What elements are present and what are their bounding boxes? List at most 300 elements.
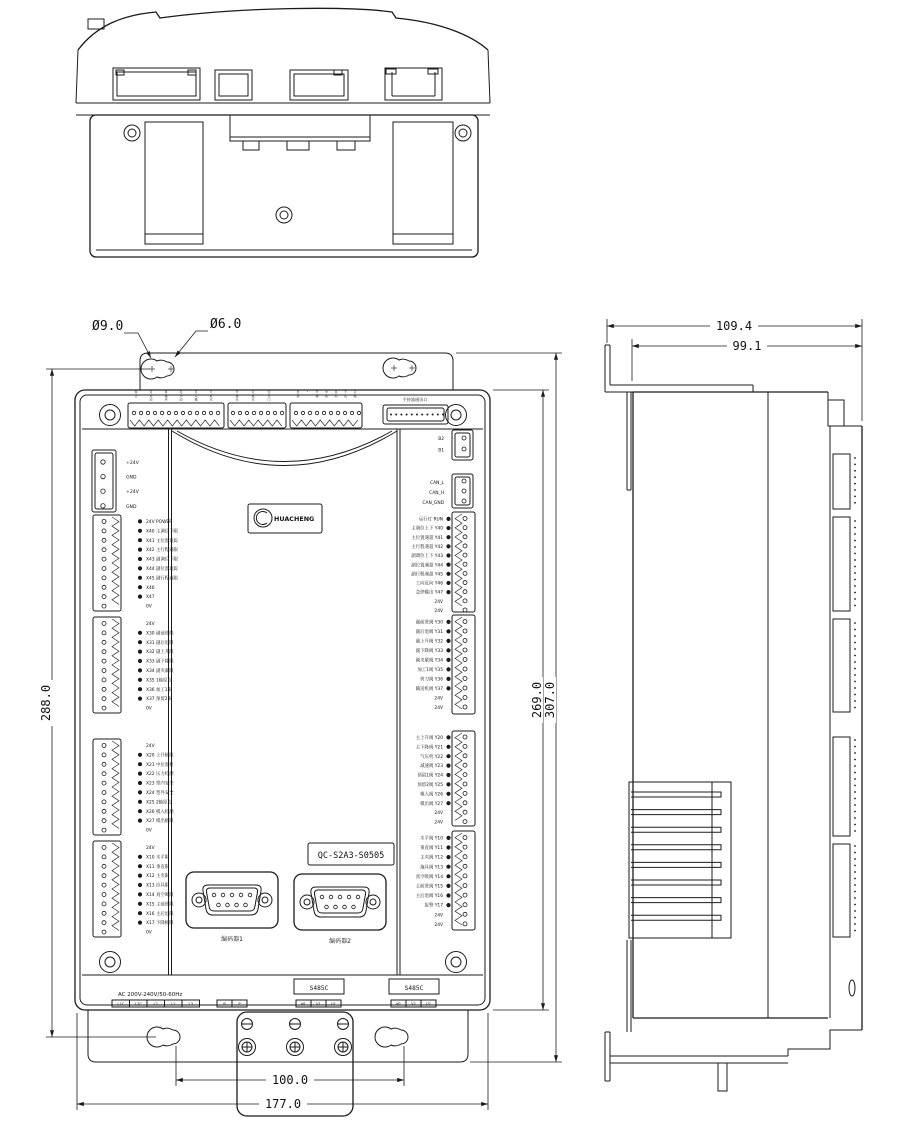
pin	[854, 674, 856, 676]
pin	[356, 895, 360, 899]
dim-177-part: 177.0	[264, 1097, 302, 1111]
fin-end	[712, 915, 721, 920]
pin	[854, 858, 856, 860]
right-io-group-3	[416, 734, 451, 826]
pin	[329, 895, 333, 899]
dim-269-part	[530, 677, 544, 723]
led-dot	[446, 884, 450, 888]
right-connector-can-part	[462, 479, 466, 503]
ac-rating-label: AC 200V-240V/50-60Hz	[118, 992, 183, 998]
pin	[400, 414, 402, 416]
led-dot	[138, 557, 142, 561]
pin	[463, 658, 467, 662]
io-label: X34 副夹紧限	[146, 669, 174, 674]
encoder1-connector-part	[186, 872, 278, 928]
right-connector-can	[452, 474, 473, 508]
pin	[102, 538, 106, 542]
led-dot	[138, 819, 142, 823]
mounting-plate-bottom-tab	[88, 1010, 468, 1062]
pin	[854, 681, 856, 683]
pin	[273, 411, 276, 414]
pin	[463, 581, 467, 585]
io-label: 24V POWER	[146, 520, 173, 525]
pin	[102, 595, 106, 599]
side-connector-column-part	[854, 845, 856, 931]
io-label: CAN_H	[429, 491, 444, 496]
top-view	[76, 8, 490, 257]
sawtooth-edge	[455, 514, 462, 606]
led-dot	[446, 535, 450, 539]
pin	[102, 874, 106, 878]
pin	[854, 891, 856, 893]
pin	[320, 895, 324, 899]
right-terminal-block-3-part	[463, 735, 467, 824]
rs485-box-1	[294, 979, 344, 994]
pin	[854, 605, 856, 607]
led-dot	[446, 745, 450, 749]
left-io-group-1	[138, 519, 179, 610]
pin	[854, 592, 856, 594]
io-label: 真空吸阀 Y14	[415, 874, 443, 880]
tiny-io-label: 停	[134, 390, 138, 394]
pin	[462, 489, 466, 493]
pin	[102, 781, 106, 785]
led-dot	[138, 874, 142, 878]
pin	[235, 903, 239, 907]
led-dot	[446, 801, 450, 805]
io-label: X17 下降极限	[146, 921, 174, 927]
io-label: 模入阀 Y26	[420, 792, 443, 798]
pin	[102, 659, 106, 663]
pin	[102, 902, 106, 906]
encoder1-connector	[186, 872, 278, 928]
pin	[209, 411, 212, 414]
led-dot	[138, 697, 142, 701]
pin	[239, 893, 243, 897]
led-dot	[138, 548, 142, 552]
pin	[854, 897, 856, 899]
pin	[854, 791, 856, 793]
pin	[102, 548, 106, 552]
dim-109	[607, 319, 862, 421]
dim-hole-small-part: Ø6.0	[210, 317, 242, 332]
pin	[338, 895, 342, 899]
encoder1-connector-part	[196, 897, 202, 903]
led-dot	[446, 845, 450, 849]
pin	[854, 572, 856, 574]
pin	[854, 585, 856, 587]
led-dot	[138, 595, 142, 599]
right-terminal-block-3-part	[455, 733, 462, 820]
pin	[102, 930, 106, 934]
tiny-io-label: 模	[235, 393, 239, 398]
led-dot	[446, 590, 450, 594]
encoder1-connector-part	[206, 888, 257, 911]
pin	[343, 411, 346, 414]
pin	[248, 893, 252, 897]
side-connector-column-part	[854, 739, 856, 832]
led-dot	[446, 553, 450, 557]
pin	[102, 687, 106, 691]
io-label: X25 2轴原点	[146, 800, 172, 806]
pin	[426, 414, 428, 416]
io-label: X47	[146, 595, 155, 601]
io-label: 主调位上下 Y40	[411, 526, 443, 532]
pin	[101, 460, 105, 464]
led-dot	[446, 620, 450, 624]
tiny-io-label: 完	[235, 397, 239, 402]
lid-left-tab	[88, 19, 104, 29]
pin	[463, 562, 467, 566]
io-label: 24V	[434, 913, 443, 919]
pin	[463, 608, 467, 612]
screw-hole	[455, 125, 471, 141]
left-terminal-block-4-part	[112, 843, 119, 930]
pin	[216, 411, 219, 414]
right-terminal-block-2-part	[455, 617, 462, 709]
pin	[463, 535, 467, 539]
pin	[102, 753, 106, 757]
io-label: X36 加工1限	[146, 687, 172, 693]
pin	[854, 579, 856, 581]
led-dot	[446, 893, 450, 897]
dim-109-part: 109.4	[715, 319, 753, 333]
pin	[411, 414, 413, 416]
pin	[854, 694, 856, 696]
pin	[463, 571, 467, 575]
cable-cover-arc	[172, 431, 397, 466]
led-dot	[138, 809, 142, 813]
ground-screw	[239, 1019, 256, 1056]
pin	[181, 411, 184, 414]
pin	[188, 411, 191, 414]
dim-hole-big-part: Ø9.0	[92, 319, 124, 334]
pin	[406, 414, 408, 416]
motor1-terminal-strip	[296, 1000, 341, 1007]
io-label: X37 预留2限	[146, 697, 172, 703]
led-dot	[446, 648, 450, 652]
pin	[463, 773, 467, 777]
right-io-group-4	[416, 835, 451, 928]
pin	[854, 878, 856, 880]
pin	[854, 765, 856, 767]
side-connector-column-part	[854, 457, 856, 504]
left-terminal-block-3	[93, 739, 121, 835]
side-connector-column-part	[833, 454, 850, 509]
pin	[102, 576, 106, 580]
side-connector-column	[833, 454, 856, 937]
sawtooth-edge	[112, 619, 119, 706]
pin	[854, 852, 856, 854]
io-label: 副上升阀 Y32	[415, 639, 443, 645]
pin	[395, 414, 397, 416]
io-label: 副调位上下 Y43	[411, 554, 443, 560]
pin	[153, 411, 156, 414]
led-dot	[446, 764, 450, 768]
pin	[463, 705, 467, 709]
led-dot	[446, 865, 450, 869]
led-dot	[138, 631, 142, 635]
fin-end	[712, 827, 721, 832]
io-label: 24V	[434, 922, 443, 928]
io-label: CAN_L	[430, 481, 444, 486]
led-dot	[138, 800, 142, 804]
side-connector-column-part	[854, 622, 856, 708]
pin	[463, 922, 467, 926]
sawtooth-edge	[292, 420, 358, 426]
model-text: QC-S2A3-S0505	[317, 851, 385, 861]
pin	[463, 648, 467, 652]
io-label: X35 1轴原点	[146, 678, 172, 684]
io-label: 模出阀 Y27	[420, 801, 443, 807]
pin	[854, 457, 856, 459]
dim-100-part: 100.0	[271, 1073, 309, 1087]
pin	[437, 414, 439, 416]
top-port-4-part	[385, 68, 442, 100]
right-terminal-block-4-part	[455, 833, 462, 925]
top-mounting-plate-part	[90, 115, 478, 257]
tiny-io-label: 良	[343, 393, 348, 398]
io-label: 主夹阀 Y12	[420, 855, 443, 861]
terminal-cell-label: L2C	[134, 1001, 142, 1006]
tiny-io-label: 动	[179, 397, 183, 402]
led-dot	[138, 911, 142, 915]
corner-screw-part	[446, 952, 467, 973]
pin	[854, 483, 856, 485]
handheld-port	[383, 405, 448, 424]
tiny-io-label: 自	[334, 390, 338, 394]
led-dot	[446, 773, 450, 777]
pin	[463, 836, 467, 840]
led-dot	[446, 563, 450, 567]
pin	[854, 910, 856, 912]
pin	[463, 667, 467, 671]
pin	[167, 411, 170, 414]
pin	[463, 782, 467, 786]
io-label: 24V	[434, 599, 443, 605]
pin	[101, 489, 105, 493]
io-label: +24V	[126, 490, 139, 496]
top-port-1	[113, 68, 200, 100]
io-label: X31 副后退限	[146, 640, 174, 646]
pin	[102, 706, 106, 710]
terminal-cell-label: P	[238, 1001, 241, 1006]
pin	[102, 529, 106, 533]
pin	[322, 411, 325, 414]
pin	[463, 544, 467, 548]
power-connector-part	[101, 460, 105, 508]
fin-end	[712, 792, 721, 797]
led-dot	[138, 566, 142, 570]
tiny-io-label: 板	[324, 393, 329, 398]
tiny-io-label: 循	[164, 393, 168, 398]
led-dot	[138, 883, 142, 887]
pin	[102, 650, 106, 654]
pin	[102, 855, 106, 859]
pin	[854, 496, 856, 498]
pin	[463, 590, 467, 594]
io-label: B1	[438, 448, 444, 454]
io-label: X42 主行程遇限	[146, 548, 178, 554]
lid-outline	[78, 8, 488, 50]
pin	[102, 557, 106, 561]
pin	[259, 411, 262, 414]
pin	[334, 905, 338, 909]
pin	[854, 559, 856, 561]
pin	[102, 883, 106, 887]
tiny-io-label: 安	[267, 390, 271, 394]
top-port-1-part	[113, 68, 200, 100]
dim-288-part-part: 288.0	[39, 684, 53, 722]
io-label: 副下降阀 Y33	[415, 649, 443, 654]
led-dot	[446, 629, 450, 633]
brake-terminal-strip	[217, 1000, 247, 1007]
right-io-group-2	[416, 619, 451, 712]
led-dot	[446, 686, 450, 690]
led-dot	[138, 678, 142, 682]
io-label: 主后退阀 Y16	[415, 894, 443, 900]
led-dot	[138, 687, 142, 691]
pin	[174, 411, 177, 414]
pin	[102, 744, 106, 748]
io-label: X10 水平限	[146, 855, 170, 861]
top-io-strip-3-part	[292, 420, 358, 426]
pin	[854, 871, 856, 873]
tiny-io-label: 启	[149, 393, 153, 398]
led-dot	[446, 544, 450, 548]
side-connector-column-part	[833, 517, 850, 611]
io-label: 运行灯 RUN	[418, 517, 443, 523]
handheld-port-part	[390, 414, 444, 416]
right-terminal-block-1	[452, 512, 475, 612]
led-dot	[446, 667, 450, 671]
top-io-strip-2-part	[231, 411, 283, 414]
encoder2-connector	[294, 874, 386, 930]
io-label: 0V	[146, 604, 152, 610]
pin	[854, 904, 856, 906]
pin	[854, 804, 856, 806]
tiny-io-label: 合	[353, 390, 357, 394]
encoder1-connector-part	[217, 903, 248, 907]
pin	[854, 687, 856, 689]
top-port-3-part	[294, 74, 344, 96]
tiny-io-label: 中	[324, 390, 329, 394]
io-label: B2	[438, 437, 444, 442]
pin	[432, 414, 434, 416]
io-label: 工向反向 Y46	[415, 581, 443, 587]
pin	[442, 414, 444, 416]
dim-288-part	[39, 680, 53, 726]
pin	[854, 845, 856, 847]
io-label: X44 副位置追踪	[146, 567, 178, 572]
pin	[102, 828, 106, 832]
led-dot	[138, 650, 142, 654]
led-dot	[446, 782, 450, 786]
pin	[854, 930, 856, 932]
led-dot	[446, 517, 450, 521]
io-label: 24V	[146, 744, 155, 749]
pin	[854, 598, 856, 600]
pin	[102, 697, 106, 701]
io-label: 副位置遇超 Y44	[411, 563, 443, 569]
corner-screw	[100, 952, 121, 973]
sawtooth-edge	[112, 843, 119, 930]
fin-end	[712, 845, 721, 850]
side-connector-column-part	[833, 619, 850, 712]
io-label: X26 模入检测	[146, 809, 174, 815]
pin	[102, 678, 106, 682]
led-dot	[138, 585, 142, 589]
side-connector-column-part	[854, 520, 856, 606]
top-io-strip-1-part	[130, 420, 219, 426]
pin	[245, 411, 248, 414]
corner-screw-part	[105, 410, 115, 420]
pin	[854, 739, 856, 741]
right-terminal-block-1-part	[455, 514, 462, 606]
screw-hole	[276, 207, 292, 223]
pin	[854, 642, 856, 644]
rs485-label-1: S485C	[309, 985, 329, 992]
power-pin-labels	[126, 460, 140, 510]
pin	[854, 476, 856, 478]
encoder2-connector-part	[314, 890, 365, 913]
pin	[226, 903, 230, 907]
led-dot	[138, 790, 142, 794]
top-io-strip-2-part	[228, 403, 286, 428]
io-label: 水平阀 Y10	[420, 836, 443, 842]
top-io-strip-3-part	[294, 411, 360, 414]
io-label: X21 中位置检	[146, 762, 174, 768]
pin	[463, 884, 467, 888]
side-connector-column-part	[833, 737, 850, 836]
top-port-4	[385, 68, 442, 100]
tiny-io-label: 动	[149, 397, 153, 402]
pin	[854, 527, 856, 529]
body-outline	[75, 390, 490, 1010]
sawtooth-edge	[112, 517, 119, 604]
io-label: 副夹紧阀 Y34	[415, 658, 443, 664]
brand-logo-part	[256, 512, 267, 525]
io-label: X11 垂直限	[146, 864, 170, 870]
power-connector-part	[92, 450, 116, 512]
pin	[463, 754, 467, 758]
pin	[462, 436, 466, 440]
io-label: 24V	[146, 622, 155, 627]
tiny-io-label: 环	[164, 397, 168, 402]
pin	[463, 912, 467, 916]
pin	[462, 479, 466, 483]
pin	[102, 864, 106, 868]
pin	[854, 865, 856, 867]
pin	[102, 921, 106, 925]
pin	[102, 585, 106, 589]
encoder2-label: 编码器2	[329, 938, 351, 945]
dim-307-part-part: 307.0	[543, 681, 557, 719]
pin	[102, 911, 106, 915]
pin	[195, 411, 198, 414]
dim-269-part-part: 269.0	[530, 681, 544, 719]
encoder2-connector-part	[320, 895, 360, 899]
dim-hole-small	[175, 317, 241, 357]
plate-cutout-right	[393, 122, 453, 244]
tiny-io-label: 天	[209, 390, 213, 394]
pin	[854, 746, 856, 748]
io-label: X27 模出极限	[146, 819, 174, 825]
io-label: 报警 Y17	[424, 903, 443, 909]
left-terminal-block-1-part	[102, 520, 106, 609]
io-label: 预留1阀 Y24	[417, 773, 443, 779]
io-label: CAN_GND	[422, 501, 444, 506]
